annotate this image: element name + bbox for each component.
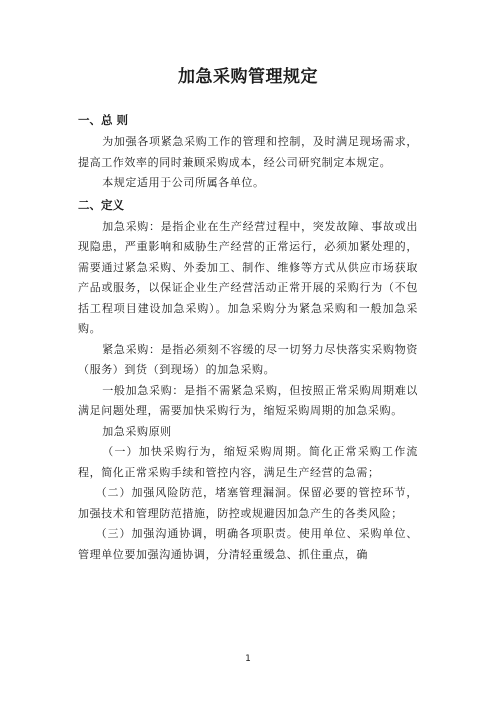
section-definition <box>78 194 418 566</box>
paragraph: （三）加强沟通协调，明确各项职责。使用单位、采购单位、管理单位要加强沟通协调，分清轻重缓急、抓住重点，确 <box>78 527 418 561</box>
paragraph: （一）加快采购行为，缩短采购周期。简化正常采购工作流程，简化正常采购手续和管控内容，满足生产经营的急需； <box>78 445 418 479</box>
page-number: 1 <box>245 654 251 664</box>
paragraph: 紧急采购：是指必须刻不容缓的尽一切努力尽快落实采购物资（服务）到货（到现场）的加急采购。 <box>78 342 418 376</box>
document-title: 加急采购管理规定 <box>178 67 318 87</box>
paragraph: （二）加强风险防范，堵塞管理漏洞。保留必要的管控环节，加强技术和管理防范措施，防控或规避因加急产生的各类风险； <box>78 486 418 520</box>
paragraph: 加急采购原则 <box>102 424 172 438</box>
section-heading: 一、总 则 <box>78 113 129 127</box>
paragraph: 一般加急采购：是指不需紧急采购，但按照正常采购周期难以满足问题处理，需要加快采购行为，缩短采购周期的加急采购。 <box>78 383 418 417</box>
paragraph: 加急采购：是指企业在生产经营过程中，突发故障、事故或出现隐患，严重影响和威胁生产经营的正常运行，必须加紧处理的，需要通过紧急采购、外委加工、制作、维修等方式从供应市场获取产品或服务，以保证企业生产经营活动正常开展的采购行为（不包括工程项目建设加急采购）。加急采购分为紧急采购和一般加急采购。 <box>78 219 418 335</box>
paragraph: 为加强各项紧急采购工作的管理和控制，及时满足现场需求，提高工作效率的同时兼顾采购成本，经公司研究制定本规定。 <box>78 135 418 169</box>
section-heading: 二、定义 <box>78 197 124 212</box>
paragraph: 本规定适用于公司所属各单位。 <box>102 176 265 189</box>
section-general <box>78 109 418 194</box>
